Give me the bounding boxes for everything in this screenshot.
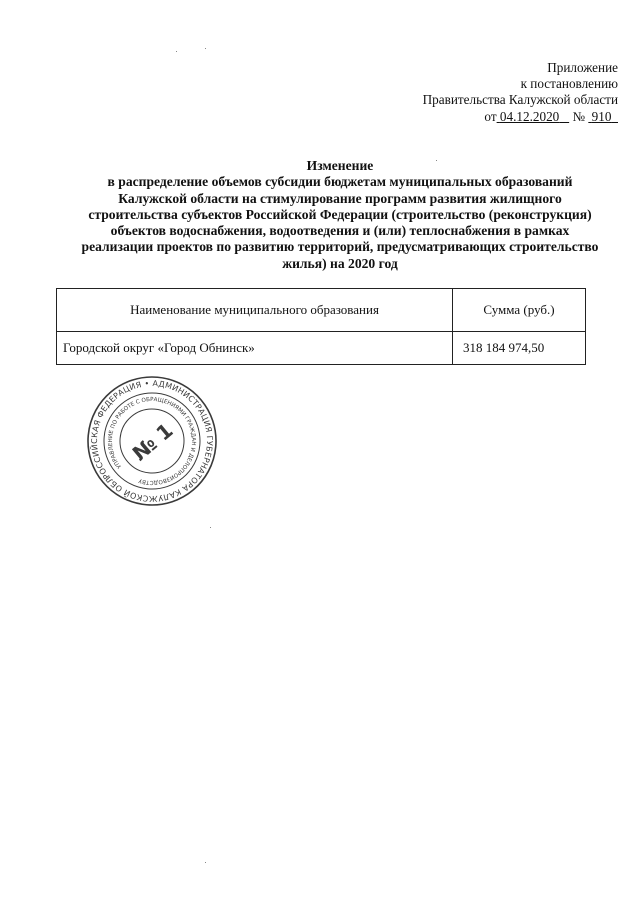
scan-speck — [176, 51, 177, 52]
order-number: 910 — [591, 109, 612, 124]
subsidy-table — [56, 288, 586, 365]
table-row — [57, 332, 586, 365]
resolution-label: к постановлению — [520, 76, 618, 91]
document-header — [423, 60, 618, 125]
title-line: Калужской области на стимулирование программ развития жилищного — [118, 190, 562, 206]
table-header-row — [57, 289, 586, 332]
scan-speck — [205, 48, 206, 49]
appendix-label: Приложение — [547, 60, 618, 75]
title-heading: Изменение — [306, 158, 374, 173]
scan-speck — [205, 862, 206, 863]
number-sign: № — [572, 109, 586, 124]
cell-municipality: Городской округ «Город Обнинск» — [57, 332, 453, 365]
column-header-amount: Сумма (руб.) — [453, 289, 586, 332]
order-date-number — [423, 109, 618, 125]
order-date: 04.12.2020 — [499, 109, 560, 124]
official-stamp — [84, 373, 220, 509]
title-line: объектов водоснабжения, водоотведения и (или) теплоснабжения в рамках — [110, 223, 570, 239]
title-line: в распределение объемов субсидии бюджетам муниципальных образований — [107, 174, 573, 190]
column-header-municipality: Наименование муниципального образования — [57, 289, 453, 332]
title-line: жилья) на 2020 год — [282, 255, 398, 271]
cell-amount: 318 184 974,50 — [453, 332, 586, 365]
title-line: строительства субъектов Российской Федерации (строительство (реконструкция) — [88, 206, 592, 222]
stamp-outer-text: РОССИЙСКАЯ ФЕДЕРАЦИЯ • АДМИНИСТРАЦИЯ ГУБЕРНАТОРА КАЛУЖСКОЙ ОБЛАСТИ — [89, 378, 215, 504]
date-prefix: от — [484, 109, 497, 124]
title-line: реализации проектов по развитию территорий, предусматривающих строительство — [81, 239, 599, 255]
stamp-inner-text: УПРАВЛЕНИЕ ПО РАБОТЕ С ОБРАЩЕНИЯМИ ГРАЖДАН И ДЕЛОПРОИЗВОДСТВУ — [107, 396, 197, 486]
document-title — [60, 158, 620, 272]
scan-speck — [210, 527, 211, 528]
stamp-number: № 1 — [127, 418, 178, 466]
government-label: Правительства Калужской области — [422, 92, 618, 107]
scan-speck — [436, 160, 437, 161]
